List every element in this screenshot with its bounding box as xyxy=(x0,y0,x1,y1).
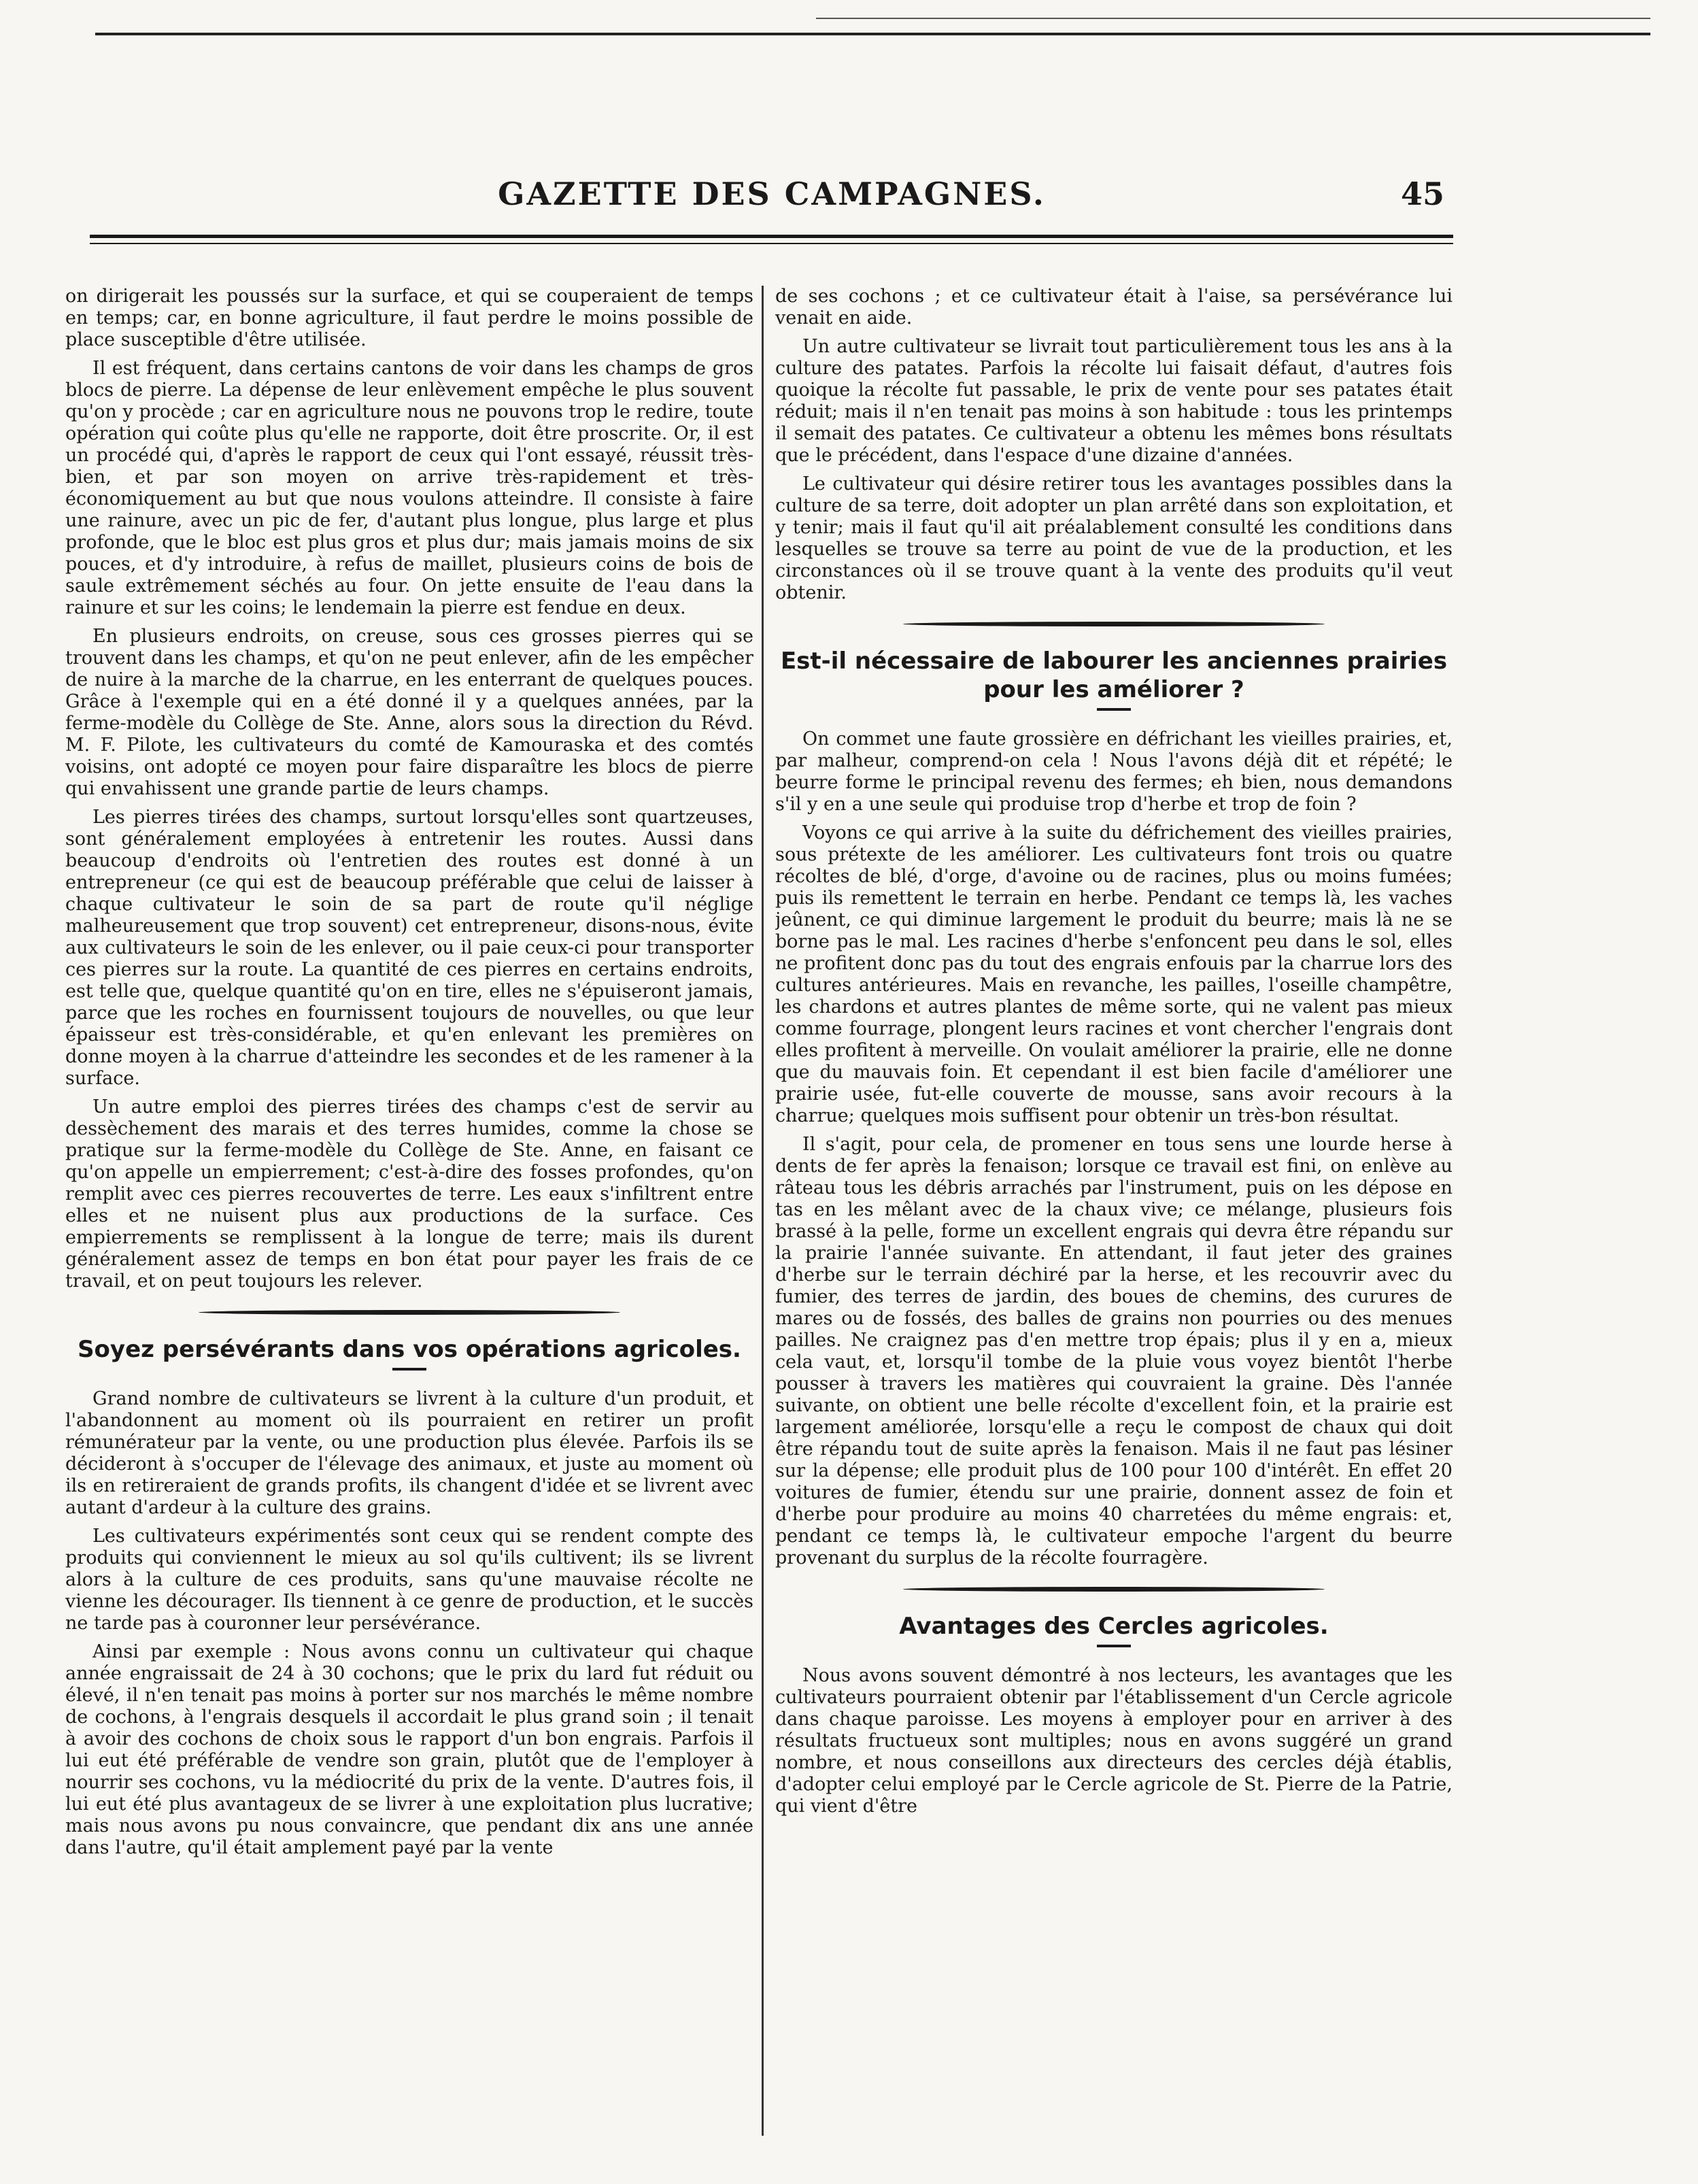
page-number: 45 xyxy=(1401,175,1445,212)
paragraph: En plusieurs endroits, on creuse, sous ces grosses pierres qui se trouvent dans les champs, et qu'on ne peut enlever, afin de les empêcher de nuire à la marche de la charrue, en les enterrant de quelques pouces. Grâce à l'exemple qui en a été donné il y a quelques années, par la ferme-modèle du Collège de Ste. Anne, alors sous la direction du Révd. M. F. Pilote, les cultivateurs du comté de Kamouraska et des comtés voisins, ont adopté ce moyen pour faire disparaître les blocs de pierre qui envahissent une grande partie de leurs champs. xyxy=(65,626,753,799)
header-rule-thick xyxy=(90,235,1453,238)
page-title: GAZETTE DES CAMPAGNES. xyxy=(498,175,1046,212)
paragraph: Les pierres tirées des champs, surtout lorsqu'elles sont quartzeuses, sont généralement employées à entretenir les routes. Aussi dans beaucoup d'endroits où l'entretien des routes est donné à un entrepreneur (ce qui est de beaucoup préférable que celui de laisser à chaque cultivateur le soin de sa part de route qu'il néglige malheureusement que trop souvent) cet entrepreneur, disons-nous, évite aux cultivateurs le soin de les enlever, ou il paie ceux-ci pour transporter ces pierres sur la route. La quantité de ces pierres en certains endroits, est telle que, quelque quantité qu'on en tire, elles ne s'épuiseront jamais, parce que les roches en fournissent toujours de nouvelles, ou que leur épaisseur est très-considérable, et qu'en enlevant les premières on donne moyen à la charrue d'atteindre les secondes et de les ramener à la surface. xyxy=(65,807,753,1089)
paragraph: Les cultivateurs expérimentés sont ceux qui se rendent compte des produits qui conviennent le mieux au sol qu'ils cultivent; ils se livrent alors à la culture de ces produits, sans qu'une mauvaise récolte ne vienne les décourager. Ils tiennent à ce genre de production, et le succès ne tarde pas à couronner leur persévérance. xyxy=(65,1526,753,1634)
top-rule xyxy=(95,33,1650,35)
section-divider xyxy=(199,1310,620,1315)
heading-dash xyxy=(1097,708,1131,711)
header-rule-thin xyxy=(90,243,1453,244)
paragraph: Le cultivateur qui désire retirer tous les avantages possibles dans la culture de sa terre, doit adopter un plan arrêté dans son exploitation, et y tenir; mais il faut qu'il ait préalablement consulté les conditions dans lesquelles se trouve sa terre au point de vue de la production, et les circonstances où il se trouve quant à la vente des produits qu'il veut obtenir. xyxy=(775,473,1453,603)
paragraph: Un autre emploi des pierres tirées des champs c'est de servir au dessèchement des marais et des terres humides, comme la chose se pratique sur la ferme-modèle du Collège de Ste. Anne, en faisant ce qu'on appelle un empierrement; c'est-à-dire des fosses profondes, qu'on remplit avec ces pierres recouvertes de terre. Les eaux s'infiltrent entre elles et ne nuisent plus aux productions de la surface. Ces empierrements se remplissent à la longue de terre; mais ils durent généralement assez de temps en bon état pour payer les frais de ce travail, et on peut toujours les relever. xyxy=(65,1096,753,1292)
left-column xyxy=(65,286,753,2149)
paragraph: Il s'agit, pour cela, de promener en tous sens une lourde herse à dents de fer après la fenaison; lorsque ce travail est fini, on enlève au râteau tous les débris arrachés par l'instrument, puis on les dépose en tas en les mêlant avec de la chaux vive; ce mélange, plusieurs fois brassé à la pelle, forme un excellent engrais qui devra être répandu sur la prairie l'année suivante. En attendant, il faut jeter des graines d'herbe sur le terrain déchiré par la herse, et les recouvrir avec du fumier, des terres de jardin, des boues de chemins, des curures de mares ou de fossés, des balles de grains non pourries ou des menues pailles. Ne craignez pas d'en mettre trop épais; plus il y en a, mieux cela vaut, et, lorsqu'il tombe de la pluie vous voyez bientôt l'herbe pousser à travers les matières qui couvraient la graine. Dès l'année suivante, on obtient une belle récolte d'excellent foin, et la prairie est largement améliorée, lorsqu'elle a reçu le compost de chaux qui doit être répandu tout de suite après la fenaison. Mais il ne faut pas lésiner sur la dépense; elle produit plus de 100 pour 100 d'intérêt. En effet 20 voitures de fumier, étendu sur une prairie, donnent assez de foin et d'herbe pour produire au moins 40 charretées du même engrais: et, pendant ce temps là, le cultivateur empoche l'argent du beurre provenant du surplus de la récolte fourragère. xyxy=(775,1134,1453,1568)
heading-dash xyxy=(1097,1645,1131,1647)
section-heading: Est-il nécessaire de labourer les anciennes prairies pour les améliorer ? xyxy=(780,648,1448,703)
section-heading: Avantages des Cercles agricoles. xyxy=(899,1613,1329,1640)
paragraph: Un autre cultivateur se livrait tout particulièrement tous les ans à la culture des patates. Parfois la récolte lui faisait défaut, d'autres fois quoique la récolte fut passable, le prix de vente pour ses patates était réduit; mais il n'en tenait pas moins à son habitude : tous les printemps il semait des patates. Ce cultivateur a obtenu les mêmes bons résultats que le précédent, dans l'espace d'une dizaine d'années. xyxy=(775,336,1453,466)
paragraph: Ainsi par exemple : Nous avons connu un cultivateur qui chaque année engraissait de 24 à 30 cochons; que le prix du lard fut réduit ou élevé, il n'en tenait pas moins à porter sur nos marchés le même nombre de cochons, à l'engrais desquels il accordait le plus grand soin ; il tenait à avoir des cochons de choix sous le rapport d'un bon engrais. Parfois il lui eut été préférable de vendre son grain, plutôt que de l'employer à nourrir ses cochons, vu la médiocrité du prix de la vente. D'autres fois, il lui eut été plus avantageux de se livrer à une exploitation plus lucrative; mais nous avons pu nous convaincre, que pendant dix ans une année dans l'autre, qu'il était amplement payé par la vente xyxy=(65,1641,753,1858)
right-column xyxy=(775,286,1453,2149)
heading-dash xyxy=(392,1368,426,1371)
paragraph: Il est fréquent, dans certains cantons de voir dans les champs de gros blocs de pierre. La dépense de leur enlèvement empêche le plus souvent qu'on y procède ; car en agriculture nous ne pouvons trop le redire, toute opération qui coûte plus qu'elle ne rapporte, doit être proscrite. Or, il est un procédé qui, d'après le rapport de ceux qui l'ont essayé, réussit très-bien, et par son moyen on arrive très-rapidement et très-économiquement au but que nous voulons atteindre. Il consiste à faire une rainure, avec un pic de fer, d'autant plus longue, plus large et plus profonde, que le bloc est plus gros et plus dur; mais jamais moins de six pouces, et d'y introduire, à refus de maillet, plusieurs coins de bois de saule extrêmement séchés au four. On jette ensuite de l'eau dans la rainure et sur les coins; le lendemain la pierre est fendue en deux. xyxy=(65,358,753,618)
paragraph: de ses cochons ; et ce cultivateur était à l'aise, sa persévérance lui venait en aide. xyxy=(775,286,1453,329)
section-divider xyxy=(903,1587,1325,1592)
paragraph: On commet une faute grossière en défrichant les vieilles prairies, et, par malheur, comprend-on cela ! Nous l'avons déjà dit et répété; le beurre forme le principal revenu des fermes; eh bien, nous demandons s'il y en a une seule qui produise trop d'herbe et trop de foin ? xyxy=(775,728,1453,815)
column-separator xyxy=(762,286,764,2136)
paragraph: Grand nombre de cultivateurs se livrent à la culture d'un produit, et l'abandonnent au moment où ils pourraient en retirer un profit rémunérateur par la vente, ou une production plus élevée. Parfois ils se décideront à s'occuper de l'élevage des animaux, et juste au moment où ils en retireraient de grands profits, ils changent d'idée et se livrent avec autant d'ardeur à la culture des grains. xyxy=(65,1388,753,1518)
paragraph: on dirigerait les poussés sur la surface, et qui se couperaient de temps en temps; car, en bonne agriculture, il faut perdre le moins possible de place susceptible d'être utilisée. xyxy=(65,286,753,350)
top-rule-thin xyxy=(816,18,1650,19)
paragraph: Voyons ce qui arrive à la suite du défrichement des vieilles prairies, sous prétexte de les améliorer. Les cultivateurs font trois ou quatre récoltes de blé, d'orge, d'avoine ou de racines, plus ou moins fumées; puis ils remettent le terrain en herbe. Pendant ce temps là, les vaches jeûnent, ce qui diminue largement le produit du beurre; mais là ne se borne pas le mal. Les racines d'herbe s'enfoncent peu dans le sol, elles ne profitent donc pas du tout des engrais enfouis par la charrue lors des cultures antérieures. Mais en revanche, les pailles, l'oseille champêtre, les chardons et autres plantes de même sorte, qui ne valent pas mieux comme fourrage, plongent leurs racines et vont chercher l'engrais dont elles profitent à merveille. On voulait améliorer la prairie, elle ne donne que du mauvais foin. Et cependant il est bien facile d'améliorer une prairie usée, fut-elle couverte de mousse, sans avoir recours à la charrue; quelques mois suffisent pour obtenir un très-bon résultat. xyxy=(775,822,1453,1126)
paragraph: Nous avons souvent démontré à nos lecteurs, les avantages que les cultivateurs pourraient obtenir par l'établissement d'un Cercle agricole dans chaque paroisse. Les moyens à employer pour en arriver à des résultats fructueux sont multiples; nous en avons suggéré un grand nombre, et nous conseillons aux directeurs des cercles déjà établis, d'adopter celui employé par le Cercle agricole de St. Pierre de la Patrie, qui vient d'être xyxy=(775,1665,1453,1817)
section-divider xyxy=(903,622,1325,626)
section-heading: Soyez persévérants dans vos opérations agricoles. xyxy=(78,1336,741,1363)
